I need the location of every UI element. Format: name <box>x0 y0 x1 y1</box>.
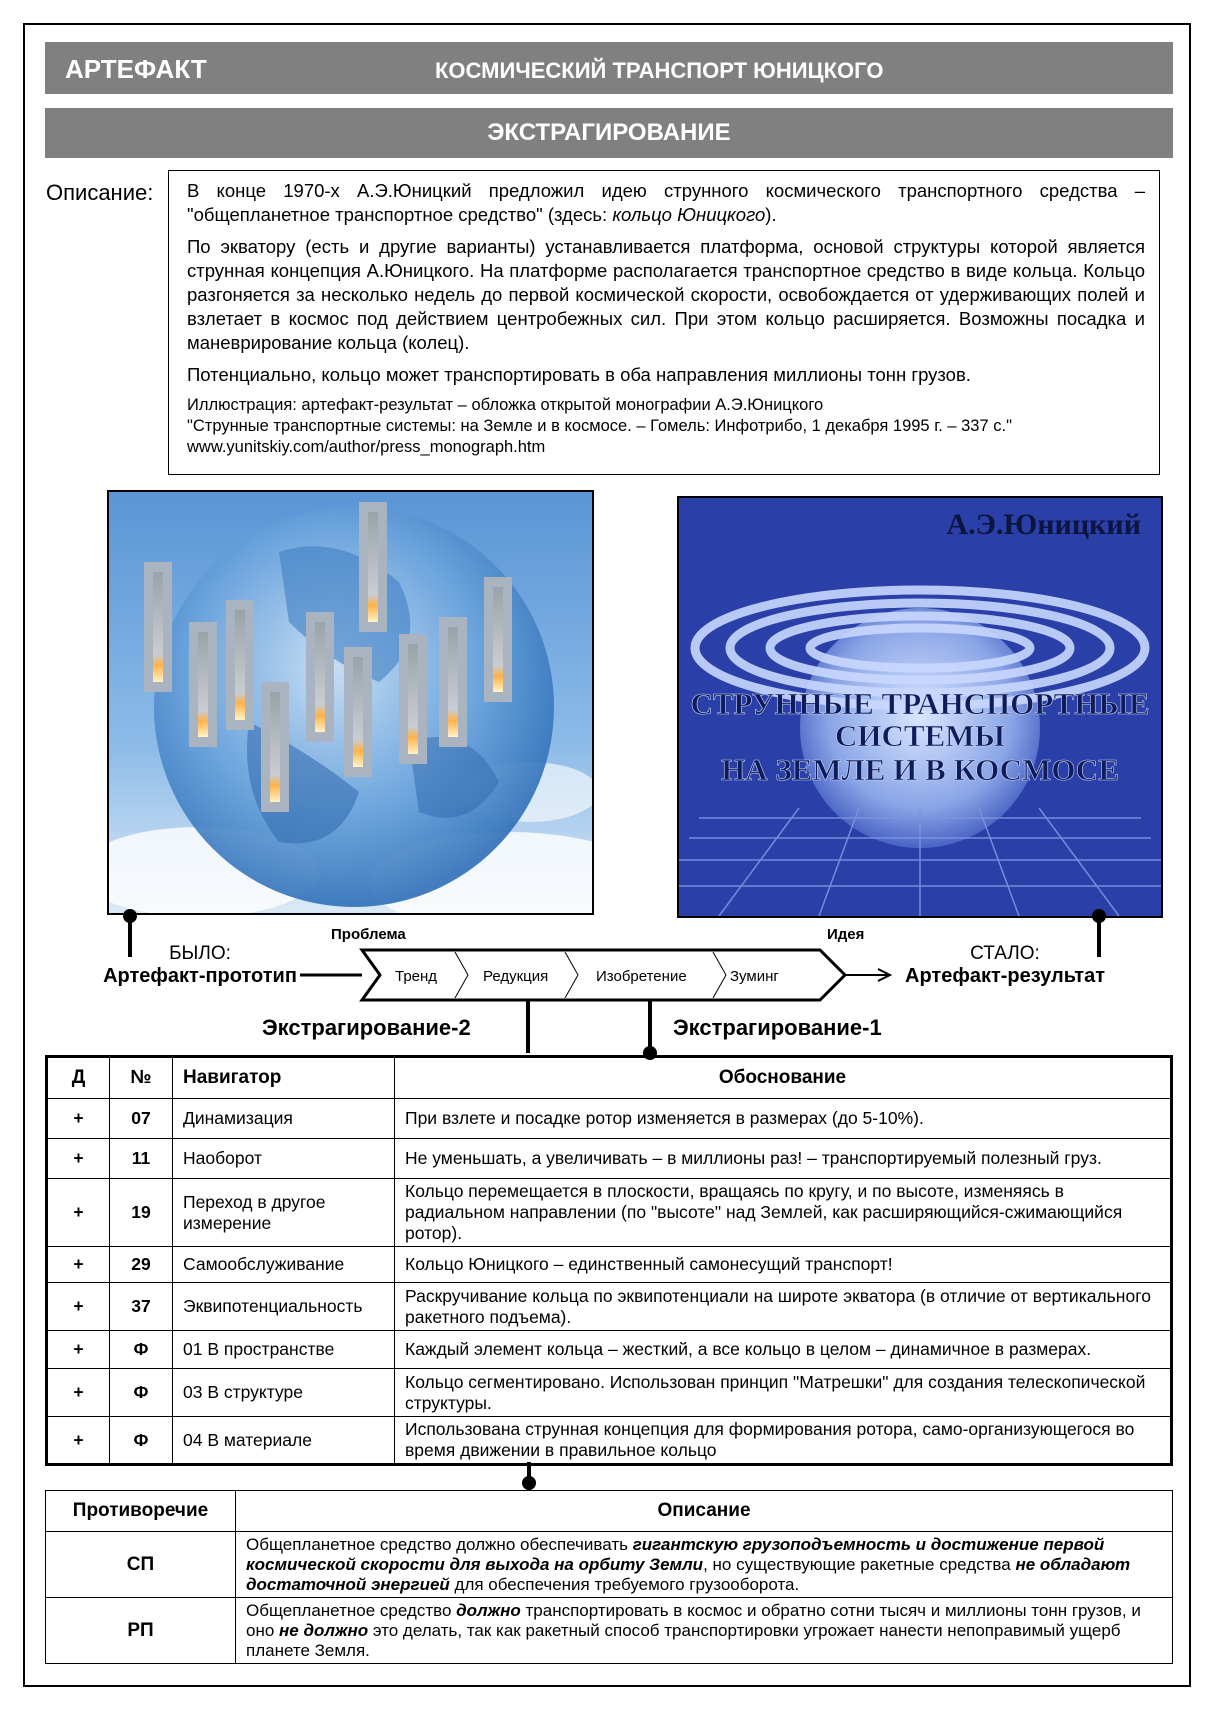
navigator-table <box>45 1055 1173 1466</box>
description-box <box>168 170 1160 475</box>
after-label: СТАЛО: <box>970 943 1040 964</box>
table-row: + 29 Самообслуживание Кольцо Юницкого – единственный самонесущий транспорт! <box>47 1247 1172 1283</box>
section-bar <box>45 108 1173 158</box>
cover-title-3: НА ЗЕМЛЕ И В КОСМОСЕ <box>721 752 1119 787</box>
illustration-note: Иллюстрация: артефакт-результат – обложка открытой монографии А.Э.Юницкого "Струнные транспортные системы: на Земле и в космосе. – Гомель: Инфотрибо, 1 декабря 1995 г. – 337 с." www.yunitskiy.com/author/press_monograph.htm <box>187 395 1145 458</box>
idea-image <box>677 496 1163 918</box>
description-p1: В конце 1970-х А.Э.Юницкий предложил идею струнного космического транспортного средства – "общепланетное транспортное средство" (здесь: кольцо Юницкого). <box>187 180 1145 225</box>
section-title: ЭКСТРАГИРОВАНИЕ <box>487 119 731 146</box>
table-row: + 07 Динамизация При взлете и посадке ротор изменяется в размерах (до 5-10%). <box>47 1099 1172 1139</box>
table-row: + 19 Переход в другое измерение Кольцо перемещается в плоскости, вращаясь по кругу, и по высоте, изменяясь в радиальном направлении (по "высоте" над Землей, как расширяющийся-сжимающийся ротор). <box>47 1179 1172 1247</box>
before-value: Артефакт-прототип <box>103 965 297 987</box>
pin-contradiction <box>522 1476 536 1490</box>
description-p2: По экватору (есть и другие варианты) устанавливается платформа, основой структуры которой является струнная концепция А.Юницкого. На платформе располагается транспортное средство в виде кольца. Кольцо разгоняется за несколько недель до первой космической скорости, освобождается от удерживающих полей и взлетает в космос под действием центробежных сил. При этом кольцо расширяется. Возможны посадка и маневрирование кольца (колец). <box>187 236 1145 353</box>
table-row: + 37 Эквипотенциальность Раскручивание кольца по эквипотенциали на широте экватора (в отличие от вертикального ракетного подъема). <box>47 1283 1172 1331</box>
after-block <box>895 943 1115 988</box>
extraction-2-label: Экстрагирование-2 <box>262 1015 471 1040</box>
header-bar <box>45 42 1173 94</box>
contradiction-row-rp: РП Общепланетное средство должно транспортировать в космос и обратно сотни тысяч и миллионы тонн грузов, и оно не должно это делать, так как ракетный способ транспортировки угрожает нанести непоправимый ущерб планете Земля. <box>46 1598 1173 1664</box>
step-zooming: Зуминг <box>730 968 779 985</box>
step-reduction: Редукция <box>483 968 549 985</box>
after-value: Артефакт-результат <box>905 965 1105 987</box>
cover-title-1: СТРУННЫЕ ТРАНСПОРТНЫЕ <box>690 686 1150 721</box>
contradiction-table <box>45 1490 1173 1664</box>
table-row: + Ф 03 В структуре Кольцо сегментировано. Использован принцип "Матрешки" для создания телескопической структуры. <box>47 1369 1172 1417</box>
idea-caption: Идея <box>827 926 865 943</box>
monograph-link: www.yunitskiy.com/author/press_monograph.htm <box>187 438 546 456</box>
step-trend: Тренд <box>395 968 438 985</box>
table-row: + Ф 04 В материале Использована струнная концепция для формирования ротора, само-организующегося во время движении в правильное кольцо <box>47 1417 1172 1465</box>
table-row: + 11 Наоборот Не уменьшать, а увеличивать – в миллионы раз! – транспортируемый полезный груз. <box>47 1139 1172 1179</box>
cover-title-2: СИСТЕМЫ <box>835 718 1005 753</box>
before-block <box>90 943 310 988</box>
page-title: КОСМИЧЕСКИЙ ТРАНСПОРТ ЮНИЦКОГО <box>435 58 884 83</box>
contradiction-row-sp: СП Общепланетное средство должно обеспечивать гигантскую грузоподъемность и достижение первой космической скорости для выхода на орбиту Земли, но существующие ракетные средства не обладают достаточной энергией для обеспечения требуемого грузооборота. <box>46 1532 1173 1598</box>
problem-caption: Проблема <box>331 926 406 943</box>
description-label: Описание: <box>46 180 154 205</box>
cover-author: А.Э.Юницкий <box>946 508 1141 541</box>
description-p3: Потенциально, кольцо может транспортировать в оба направления миллионы тонн грузов. <box>187 364 971 385</box>
step-invention: Изобретение <box>596 968 687 985</box>
book-cover-illustration <box>679 498 1161 916</box>
before-label: БЫЛО: <box>169 943 231 964</box>
table-header: Д № Навигатор Обоснование <box>47 1057 1172 1099</box>
problem-image <box>107 490 594 915</box>
globe-rockets-illustration <box>109 492 592 913</box>
artifact-label: АРТЕФАКТ <box>65 54 207 84</box>
extraction-1-label: Экстрагирование-1 <box>673 1015 882 1040</box>
table-row: + Ф 01 В пространстве Каждый элемент кольца – жесткий, а все кольцо в целом – динамичное в размерах. <box>47 1331 1172 1369</box>
contradiction-header: Противоречие Описание <box>46 1491 1173 1532</box>
